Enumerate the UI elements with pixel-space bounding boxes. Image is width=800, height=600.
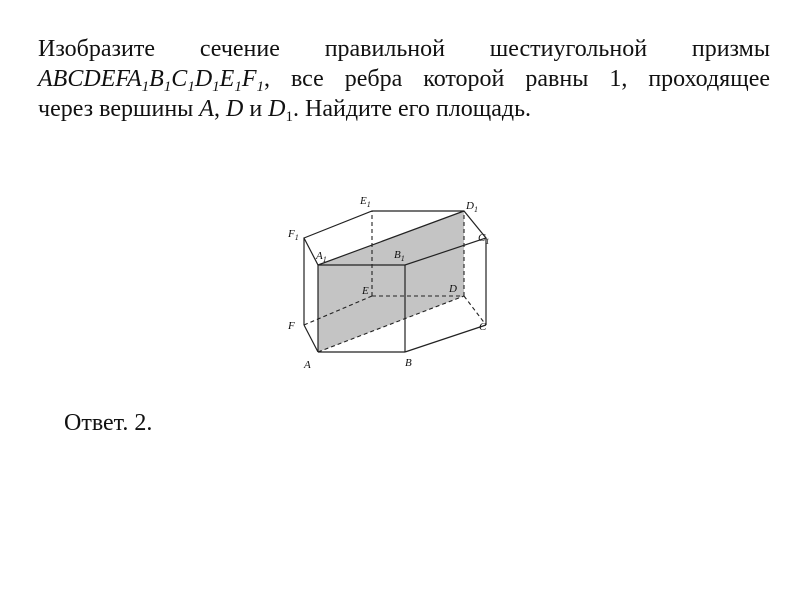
section-polygon <box>318 211 464 352</box>
vertex-label-f1: $F_1$ <box>288 228 299 242</box>
problem-line-2: $ABCDEFA_1B_1C_1D_1E_1F_1$, все ребра которой равны 1, проходящее <box>38 66 770 95</box>
vertex-label-a1: $A_1$ <box>316 250 327 264</box>
vertex-label-c: C <box>479 321 487 333</box>
vertex-label-c1: $C_1$ <box>478 232 490 246</box>
vertex-label-e1: $E_1$ <box>360 195 371 209</box>
prism-diagram <box>284 190 504 372</box>
problem-statement <box>38 34 770 124</box>
vertex-label-b: B <box>405 357 412 369</box>
vertex-label-b1: $B_1$ <box>394 249 405 263</box>
prism-figure <box>284 190 504 372</box>
vertex-label-e: E <box>362 285 369 297</box>
vertex-label-a: A <box>304 359 311 371</box>
prism-name: $ABCDEFA_1B_1C_1D_1E_1F_1$ <box>38 66 264 95</box>
problem-line-3: через вершины A, D и $D_1$. Найдите его площадь. <box>38 96 532 125</box>
vertex-label-f: F <box>288 320 295 332</box>
vertex-label-d: D <box>449 283 457 295</box>
vertex-label-d1: $D_1$ <box>466 200 478 214</box>
problem-line-1: Изобразите сечение правильной шестиугольной призмы <box>38 36 770 62</box>
answer: Ответ. 2. <box>64 410 153 436</box>
